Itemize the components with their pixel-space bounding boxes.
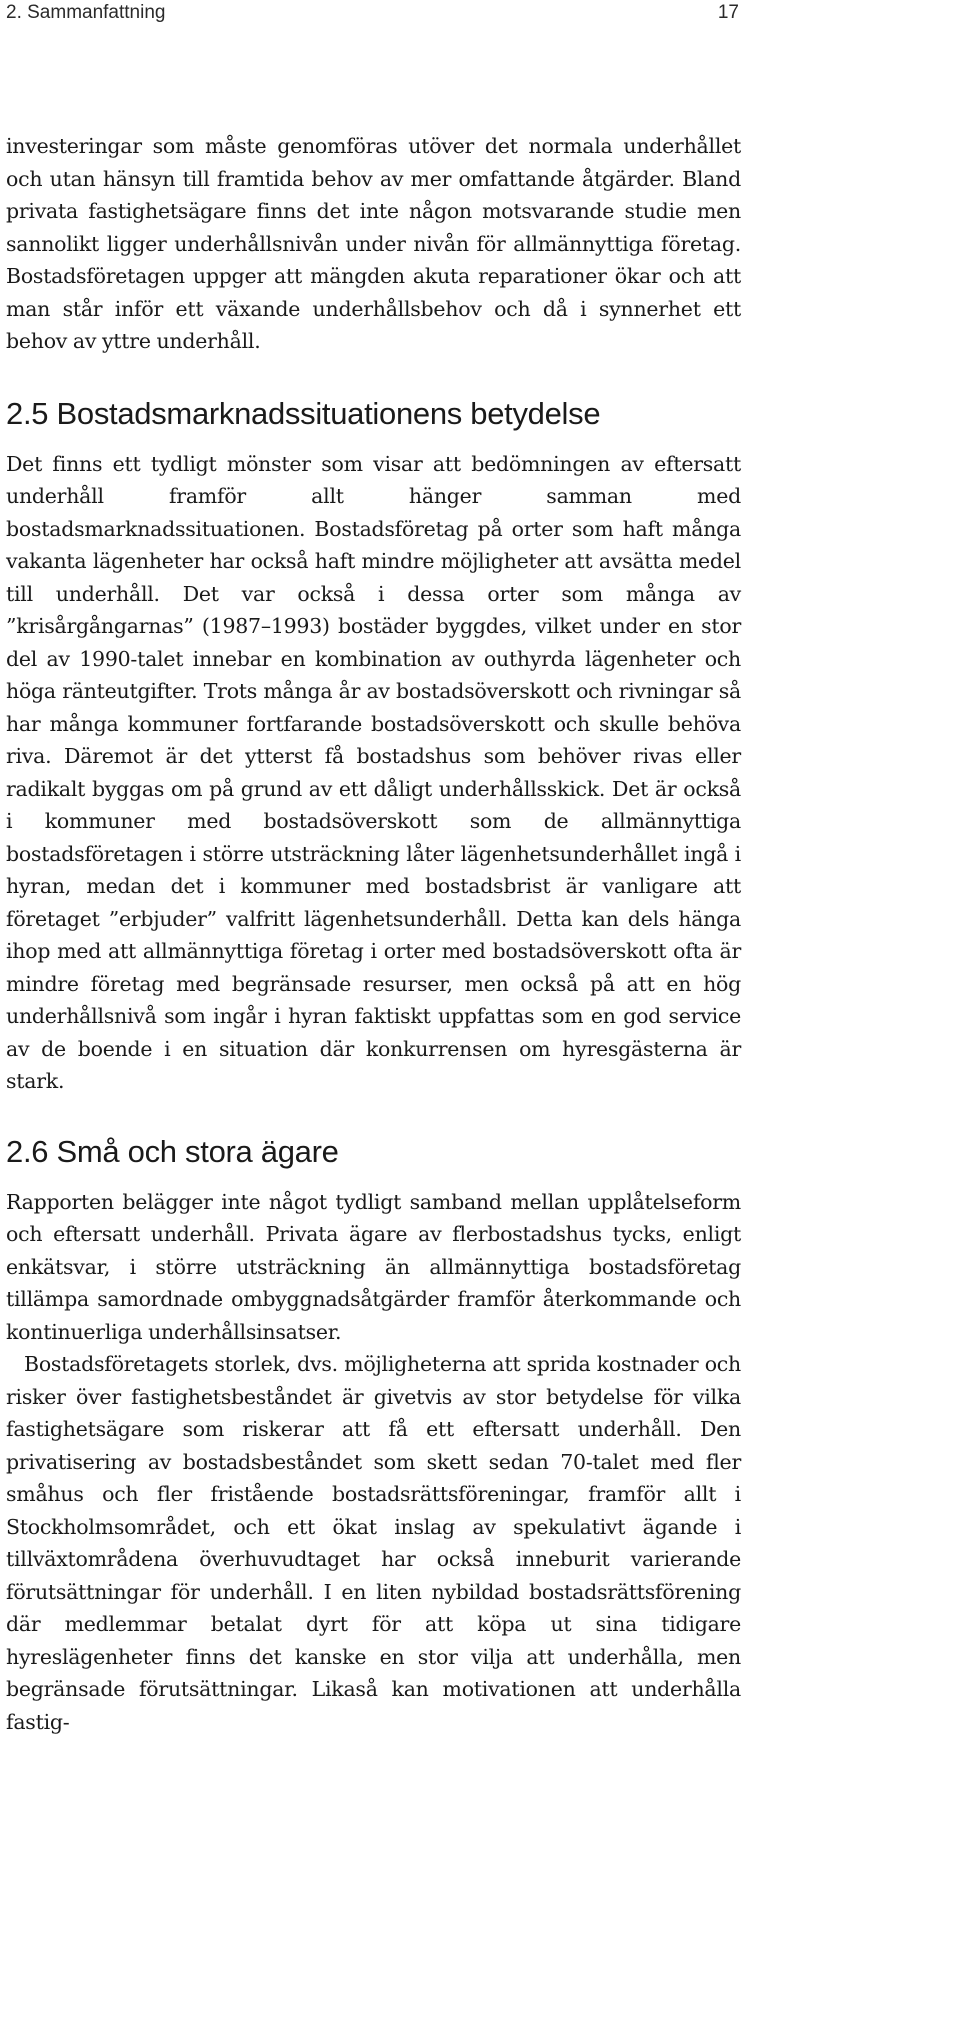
section-2-6-paragraph-2: Bostadsföretagets storlek, dvs. möjligheterna att sprida kostnader och risker över fastighetsbeståndet är givetvis av stor betydelse för vilka fastighetsägare som riskerar att få ett eftersatt underhåll. Den privatisering av bostadsbeståndet som skett sedan 70-talet med fler småhus och fler fristående bostadsrättsföreningar, framför allt i Stockholmsområdet, och ett ökat inslag av spekulativt ägande i tillväxtområdena överhuvudtaget har också inneburit varierande förutsättningar för underhåll. I en liten nybildad bostadsrättsförening där medlemmar betalat dyrt för att köpa ut sina tidigare hyreslägenheter finns det kanske en stor vilja att underhålla, men begränsade förutsättningar. Likaså kan motivationen att underhålla fastig- [6, 1352, 741, 1734]
page-number: 17 [717, 2, 739, 23]
section-2-6-paragraph-1: Rapporten belägger inte något tydligt samband mellan upplåtelseform och eftersatt underhåll. Privata ägare av flerbostadshus tycks, enligt enkätsvar, i större utsträckning än allmännyttiga bostadsföretag tillämpa samordnade ombyggnadsåtgärder framför återkommande och kontinuerliga underhållsinsatser. [6, 1189, 741, 1344]
intro-paragraph: investeringar som måste genomföras utöver det normala underhållet och utan hänsyn till framtida behov av mer omfattande åtgärder. Bland privata fastighetsägare finns det inte någon motsvarande studie men sannolikt ligger underhållsnivån under nivån för allmännyttiga företag. Bostadsföretagen uppger att mängden akuta reparationer ökar och att man står inför ett växande underhållsbehov och då i synnerhet ett behov av yttre underhåll. [6, 134, 741, 353]
section-heading-2-5: 2.5 Bostadsmarknadssituationens betydelse [6, 395, 601, 431]
section-heading-2-6: 2.6 Små och stora ägare [6, 1133, 339, 1169]
page-body [6, 130, 741, 1738]
section-title: 2. Sammanfattning [6, 2, 166, 23]
section-2-5-paragraph: Det finns ett tydligt mönster som visar att bedömningen av eftersatt underhåll framför allt hänger samman med bostadsmarknadssituationen. Bostadsföretag på orter som haft många vakanta lägenheter har också haft mindre möjligheter att avsätta medel till underhåll. Det var också i dessa orter som många av ”krisårgångarnas” (1987–1993) bostäder byggdes, vilket under en stor del av 1990-talet innebar en kombination av outhyrda lägenheter och höga ränteutgifter. Trots många år av bostadsöverskott och rivningar så har många kommuner fortfarande bostadsöverskott och skulle behöva riva. Däremot är det ytterst få bostadshus som behöver rivas eller radikalt byggas om på grund av ett dåligt underhållsskick. Det är också i kommuner med bostadsöverskott som de allmännyttiga bostadsföretagen i större utsträckning låter lägenhetsunderhållet ingå i hyran, medan det i kommuner med bostadsbrist är vanligare att företaget ”erbjuder” valfritt lägenhetsunderhåll. Detta kan dels hänga ihop med att allmännyttiga företag i orter med bostadsöverskott ofta är mindre företag med begränsade resurser, men också på att en hög underhållsnivå som ingår i hyran faktiskt uppfattas som en god service av de boende i en situation där konkurrensen om hyresgästerna är stark. [6, 451, 741, 1093]
running-header [6, 2, 739, 30]
